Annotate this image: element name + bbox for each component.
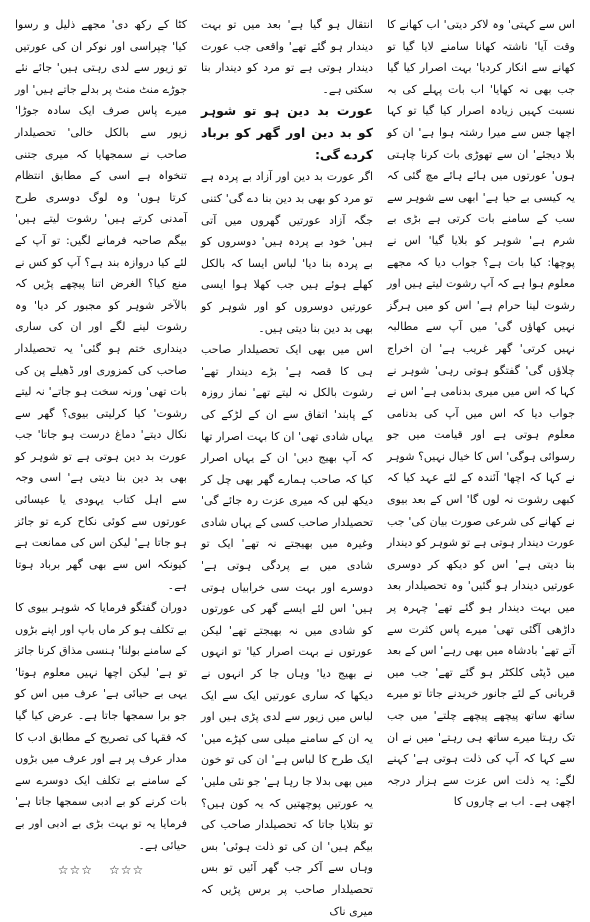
paragraph: اس میں بھی ایک تحصیلدار صاحب ہی کا قصہ ہے' بڑے دیندار تھے' رشوت بالکل نہ لیتے تھے' نماز روزہ کے پابند' اتفاق سے ان کے لڑکے کی یہاں شادی تھی' ان کا بہت اصرار تھا کہ آپ بھیج دیں' ان کے یہاں اصرار کیا کہ صاحب ہمارے گھر بھی چل کر دیکھ لیں کہ میری عزت رہ جائے گی' تحصیلدار صاحب کسی کے یہاں شادی وغیرہ میں بھیجتے نہ تھے' ایک تو شادی میں بے پردگی ہوتی ہے' دوسرے اور بہت سی خرابیاں ہوتی ہیں' اس لئے ایسے گھر کی عورتوں کو شادی میں نہ بھیجتے تھے' لیکن عورتوں نے بہت اصرار کیا' تو انہوں نے بھیج دیا' وہاں جا کر انہوں نے دیکھا کہ ساری عورتیں ایک سے ایک لباس میں زیور سے لدی پڑی ہیں اور یہ ان کے سامنے میلی سی کپڑے میں' ایک طرح کا لباس ہے' ان کی تو خون میں بھی بدلا جا رہا ہے' جو نئی ملیں' یہ عورتیں پوچھتیں کہ یہ کون ہیں؟ تو بتلایا جاتا کہ تحصیلدار صاحب کی بیگم ہیں' ان کی تو ذلت ہوئی' بس وہاں سے آکر جب گھر آئیں تو بس تحصیلدار صاحب پر برس پڑیں کہ میری ناک xyxy=(201,343,373,918)
text-column-left xyxy=(8,14,194,878)
paragraph: انتقال ہو گیا ہے' بعد میں تو بہت دیندار ہو گئے تھے' واقعی جب عورت دیندار ہوتی ہے تو مرد کو دیندار بنا سکتی ہے۔ xyxy=(201,18,373,96)
paragraph: اگر عورت بد دین اور آزاد بے پردہ ہے تو مرد کو بھی بد دین بنا دے گی' کتنی جگہ آزاد عورتیں گھروں میں آتی ہیں' خود بے پردہ ہیں' دوسروں کو بے پردہ بنا دیا' لباس ایسا کہ بالکل کھلے ہوئے ہیں جب کھلا ہوا ایسی عورتیں دوسروں کو اور شوہر کو بھی بد دین بنا دیتی ہیں۔ xyxy=(201,170,373,335)
text-column-middle xyxy=(194,14,380,918)
paragraph: دوران گفتگو فرمایا کہ شوہر بیوی کا بے تکلف ہو کر ماں باپ اور اپنے بڑوں کے سامنے بولنا' ہنسی مذاق کرنا جائز تو ہے' لیکن اچھا نہیں معلوم ہوتا' یہی بے حیائی ہے' عرف میں اس کو جو برا سمجھا جاتا ہے۔ عرض کیا گیا کہ فقہا کی تصریح کے مطابق ادب کا مدار عرف پر ہے اور عرف میں بڑوں کے سامنے بے تکلف ایک دوسرے سے بات کرنے کو بے ادبی سمجھا جاتا ہے' فرمایا یہ تو بہت بڑی بے ادبی اور بے حیائی ہے۔ xyxy=(15,601,187,852)
star-icon-group: ☆☆☆ xyxy=(109,863,145,878)
star-icon-group: ☆☆☆ xyxy=(57,863,93,878)
section-heading: عورت بد دین ہو تو شوہر کو بد دین اور گھر کو برباد کردے گی: xyxy=(201,103,373,163)
section-divider-stars xyxy=(15,860,187,882)
paragraph: اس سے کہتی' وہ لاکر دیتی' اب کھانے کا وقت آیا' ناشتہ کھانا سامنے لایا گیا تو کھانے سے انکار کردیا' بہت اصرار کیا گیا جب بھی نہ کھایا' اب بات پہلے کی بہ نسبت کہیں زیادہ اصرار کیا گیا تو کہا اچھا جس سے میرا رشتہ ہوا ہے' ان کو بلا دیجئے' ان سے تھوڑی بات کرنا چاہتی ہوں' عورتوں میں ہائے ہائے مچ گئی کہ یہ کیسی بے حیا ہے' ابھی سے شوہر سے سب کے سامنے بات کرتی ہے بڑی بے شرم ہے' شوہر کو بلایا گیا' اس نے پوچھا: کیا بات ہے؟ جواب دیا کہ مجھے معلوم ہوا ہے کہ آپ رشوت لیتے ہیں اور رشوت لینا حرام ہے' اس کو میں ہرگز نہیں کھاؤں گی' میں آپ سے مطالبہ نہیں کرتی' گھر غریب ہے' ان اخراج چلاؤں گی' گفتگو ہوتی رہی' شوہر نے کہا کہ اس میں میری بدنامی ہے' اس نے جواب دیا کہ اس میں آپ کی بدنامی معلوم ہوتی ہے اور قیامت میں جو رسوائی ہوگی' اس کا خیال نہیں؟ شوہر نے کہا کہ اچھا' آئندہ کے لئے عہد کیا کہ کبھی رشوت نہ لوں گا' اس کے بعد بیوی نے کھانے کی شرعی صورت بیان کی' جب عورت دیندار ہوتی ہے تو شوہر کو دیندار بنا دیتی ہے' اس کو دیکھ کر دوسری عورتیں دیندار ہو گئیں' وہ تحصیلدار بعد میں بہت دیندار ہو گئے تھے' چہرہ پر داڑھی آگئی تھی' میرے پاس کثرت سے آتے تھے' بادشاہ میں بھی رہے' اس کے بعد میں ڈپٹی کلکٹر ہو گئے تھے' جب میں قربانی کے لئے جانور خریدنے جاتا تو میرے ساتھ ساتھ پیچھے پیچھے چلتے' میں جب تک رہتا میرے ساتھ ہی رہتے' میں نے ان سے کہا کہ آپ کی ذلت ہوتی ہے' کہنے لگے: یہ ذلت اس عزت سے ہزار درجہ اچھی ہے۔ اب بے چاروں کا xyxy=(387,18,575,809)
text-column-right xyxy=(380,14,582,809)
paragraph: کٹا کے رکھ دی' مجھے ذلیل و رسوا کیا' چپراسی اور نوکر ان کی عورتیں تو زیور سے لدی رہتی ہیں' جائے نئے جوڑے منٹ منٹ پر بدلے جاتے ہیں' اور میرے پاس صرف ایک سادہ جوڑا' زیور سے بالکل خالی' تحصیلدار صاحب نے سمجھایا کہ میری جتنی تنخواہ ہے اسی کے مطابق انتظام کرتا ہوں' وہ لوگ دوسری طرح آمدنی کرتے ہیں' رشوت لیتے ہیں' بیگم صاحبہ فرمانے لگیں: تو آپ کے لئے کیا دروازہ بند ہے؟ آپ کو کس نے منع کیا؟ الغرض اتنا پیچھے پڑیں کہ بالآخر شوہر کو مجبور کر دیا' وہ رشوت لینے لگے اور ان کی ساری دینداری ختم ہو گئی' یہ تحصیلدار صاحب کی کمزوری اور ڈھیلے پن کی بات تھی' ورنہ سخت ہو جاتے' نہ لیتے رشوت' کیا کرلیتی بیوی؟ گھر سے نکال دیتے' دماغ درست ہو جاتا' جب عورت بد دین ہوتی ہے تو شوہر کو بھی بد دین بنا دیتی ہے' اسی وجہ سے اہل کتاب یہودی یا عیسائی عورتوں سے کوئی نکاح کرے تو جائز ہو جاتا ہے' لیکن اس کی ممانعت ہے کیونکہ اس سے بھی گھر برباد ہوتا ہے۔ xyxy=(15,18,187,593)
